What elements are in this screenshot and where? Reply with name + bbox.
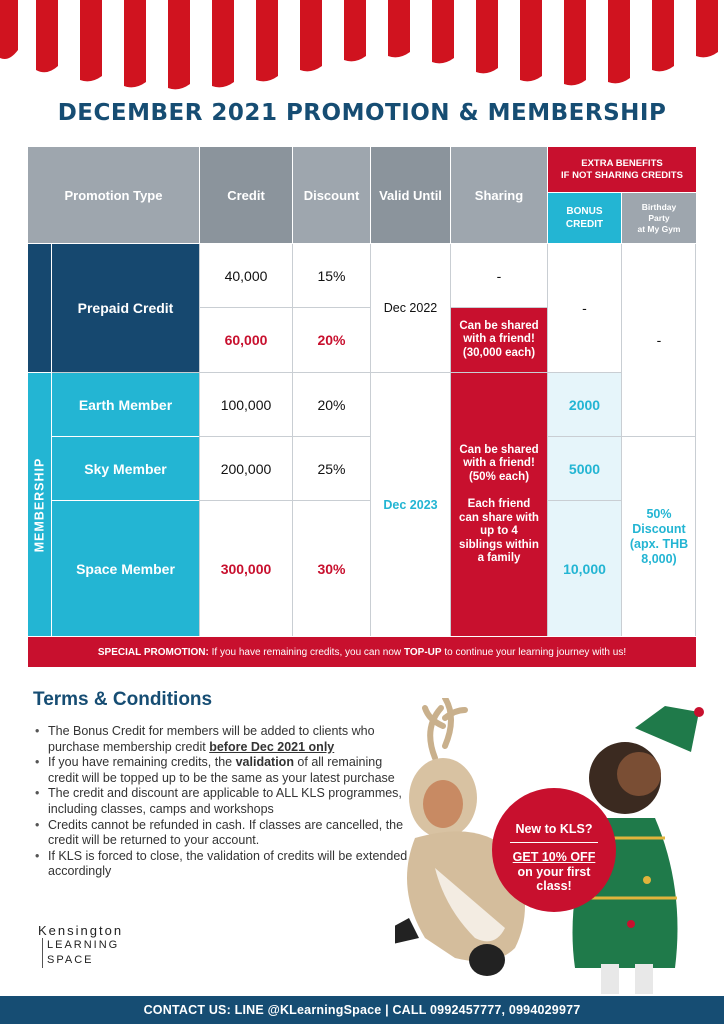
sky-member-credit: 200,000 — [200, 437, 292, 500]
terms-item — [33, 724, 413, 755]
members-sharing — [451, 373, 547, 636]
promo-prefix: SPECIAL PROMOTION: — [97, 646, 209, 658]
promo-text-1: If you have remaining credits, you can now — [208, 646, 404, 658]
terms-item: • The credit and discount are applicable to ALL KLS programmes, including classes, camps and workshops — [33, 786, 413, 817]
header-discount: Discount — [293, 147, 370, 243]
header-extra-benefits: EXTRA BENEFITS IF NOT SHARING CREDITS — [548, 147, 696, 192]
prepaid-row1-sharing: - — [451, 244, 547, 307]
promo-text-2: to continue your learning journey with us! — [441, 646, 627, 658]
earth-member-credit: 100,000 — [200, 373, 292, 436]
header-valid-until: Valid Until — [371, 147, 450, 243]
badge-offer-link[interactable]: GET 10% OFF — [512, 850, 596, 864]
logo-line3: SPACE — [42, 953, 123, 968]
prepaid-birthday: - — [622, 244, 696, 436]
prepaid-credit-label: Prepaid Credit — [52, 244, 199, 372]
prepaid-valid-until: Dec 2022 — [371, 244, 450, 372]
terms-item: • Credits cannot be refunded in cash. If classes are cancelled, the credit will be returned to your account. — [33, 818, 413, 849]
earth-member-discount: 20% — [293, 373, 370, 436]
members-birthday: 50% Discount (apx. THB 8,000) — [622, 437, 696, 636]
badge-line3: on your first class! — [517, 865, 591, 893]
prepaid-row1-credit: 40,000 — [200, 244, 292, 307]
promo-highlight: TOP-UP — [403, 646, 442, 658]
terms-item: • If KLS is forced to close, the validation of credits will be extended accordingly — [33, 849, 413, 880]
terms-item2-text-a: If you have remaining credits, the — [48, 755, 236, 770]
space-member-credit: 300,000 — [200, 501, 292, 636]
header-sharing: Sharing — [451, 147, 547, 243]
header-credit: Credit — [200, 147, 292, 243]
kls-logo — [38, 923, 123, 968]
terms-item1-emphasis: before Dec 2021 only — [209, 739, 335, 754]
new-customer-badge[interactable] — [492, 788, 616, 912]
space-member-bonus: 10,000 — [548, 501, 621, 636]
earth-member-bonus: 2000 — [548, 373, 621, 436]
terms-list — [33, 724, 413, 880]
members-valid-until: Dec 2023 — [371, 373, 450, 636]
header-birthday-party: Birthday Party at My Gym — [622, 193, 696, 243]
membership-side-bar — [28, 373, 51, 636]
badge-divider — [510, 842, 598, 843]
terms-item — [33, 755, 413, 786]
contact-footer: CONTACT US: LINE @KLearningSpace | CALL 0992457777, 0994029977 — [0, 996, 724, 1024]
terms-item2-text-c: of all remaining credit will be topped up to be the same as your latest purchase — [48, 755, 395, 785]
header-promotion-type: Promotion Type — [28, 147, 199, 243]
prepaid-row2-credit: 60,000 — [200, 308, 292, 372]
terms-item2-emphasis: validation — [235, 755, 294, 770]
members-sharing-text-2: Each friend can share with up to 4 siblings within a family — [459, 498, 539, 564]
prepaid-row1-discount: 15% — [293, 244, 370, 307]
space-member-label: Space Member — [52, 501, 199, 636]
sky-member-label: Sky Member — [52, 437, 199, 500]
members-sharing-text-1: Can be shared with a friend! (50% each) — [459, 443, 539, 483]
badge-line1: New to KLS? — [515, 822, 593, 836]
header-bonus-credit: BONUS CREDIT — [548, 193, 621, 243]
space-member-discount: 30% — [293, 501, 370, 636]
prepaid-bonus: - — [548, 244, 621, 372]
striped-awning — [0, 0, 724, 92]
prepaid-row2-sharing: Can be shared with a friend! (30,000 each) — [451, 308, 547, 372]
terms-item1-text: The Bonus Credit for members will be added to clients who purchase membership credit — [48, 724, 375, 754]
page-title: DECEMBER 2021 PROMOTION & MEMBERSHIP — [57, 100, 667, 126]
prepaid-row2-discount: 20% — [293, 308, 370, 372]
special-promotion-banner — [28, 637, 696, 667]
prepaid-side-bar — [28, 244, 51, 372]
promotion-table — [28, 147, 696, 636]
sky-member-discount: 25% — [293, 437, 370, 500]
sky-member-bonus: 5000 — [548, 437, 621, 500]
logo-line1: Kensington — [38, 923, 124, 938]
logo-line2: LEARNING — [42, 938, 123, 953]
earth-member-label: Earth Member — [52, 373, 199, 436]
terms-title: Terms & Conditions — [33, 689, 213, 710]
membership-label: MEMBERSHIP — [32, 457, 47, 552]
